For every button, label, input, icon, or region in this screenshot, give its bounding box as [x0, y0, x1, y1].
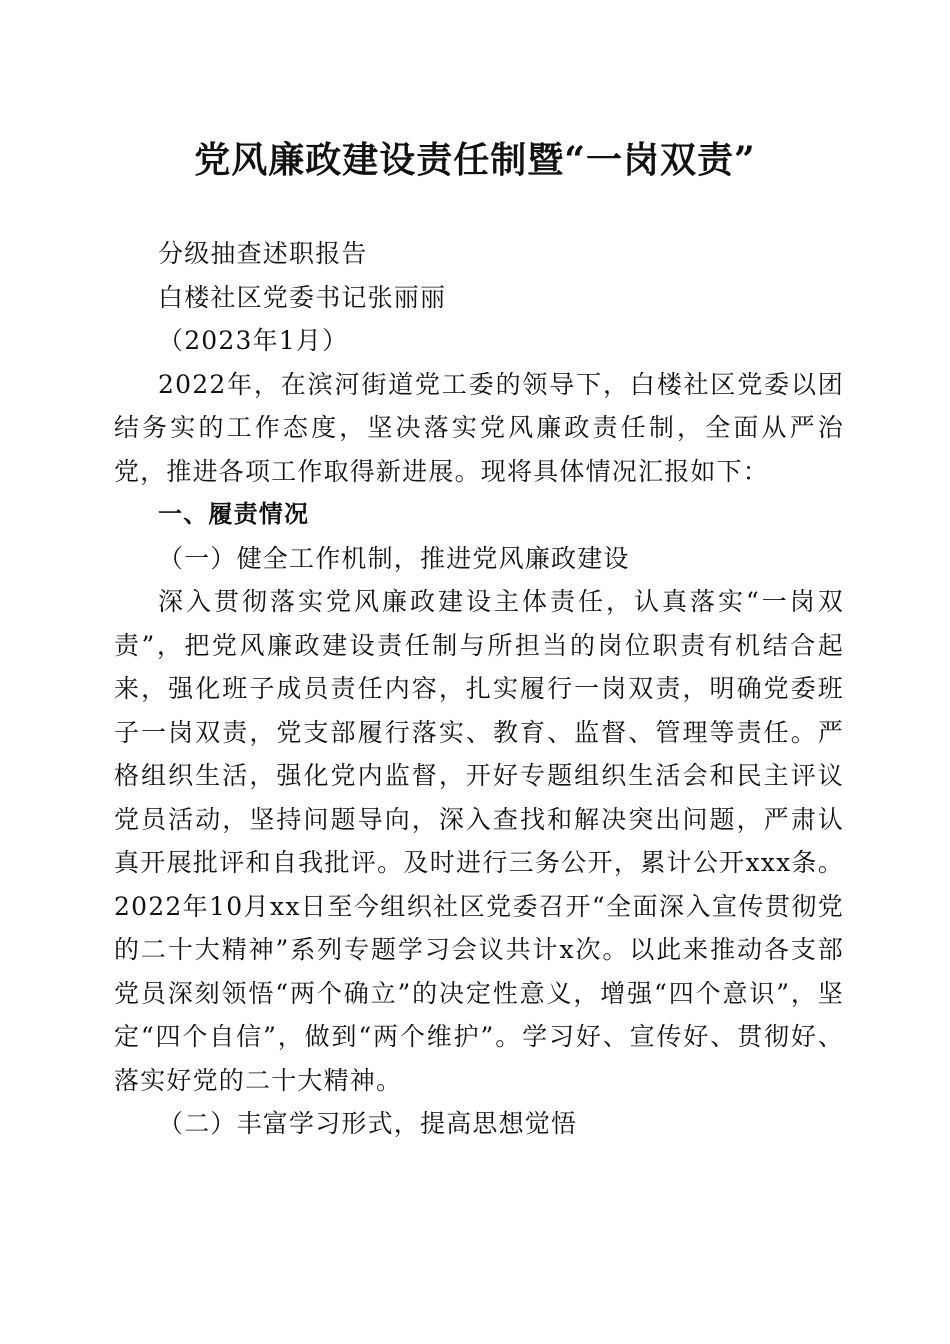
- subsection-1-paragraph: 深入贯彻落实党风廉政建设主体责任，认真落实“一岗双责”，把党风廉政建设责任制与所担当的岗位职责有机结合起来，强化班子成员责任内容，扎实履行一岗双责，明确党委班子一岗双责，党支部履行落实、教育、监督、管理等责任。严格组织生活，强化党内监督，开好专题组织生活会和民主评议党员活动，坚持问题导向，深入查找和解决突出问题，严肃认真开展批评和自我批评。及时进行三务公开，累计公开xxx条。2022年10月xx日至今组织社区党委召开“全面深入宣传贯彻党的二十大精神”系列专题学习会议共计x次。以此来推动各支部党员深刻领悟“两个确立”的决定性意义，增强“四个意识”，坚定“四个自信”，做到“两个维护”。学习好、宣传好、贯彻好、落实好党的二十大精神。: [114, 587, 844, 1095]
- section-heading-1: 一、履责情况: [158, 500, 310, 528]
- document-body: [114, 232, 844, 1146]
- report-subtitle: 分级抽查述职报告: [158, 239, 368, 268]
- report-author: 白楼社区党委书记张丽丽: [158, 282, 447, 312]
- intro-paragraph: 2022年，在滨河街道党工委的领导下，白楼社区党委以团结务实的工作态度，坚决落实党风廉政责任制，全面从严治党，推进各项工作取得新进展。现将具体情况汇报如下：: [114, 369, 844, 486]
- report-date: （2023年1月）: [158, 326, 349, 355]
- document-title: 党风廉政建设责任制暨“一岗双责”: [194, 139, 756, 181]
- subsection-heading-2: （二）丰富学习形式，提高思想觉悟: [158, 1109, 578, 1138]
- subsection-heading-1: （一）健全工作机制，推进党风廉政建设: [158, 543, 630, 573]
